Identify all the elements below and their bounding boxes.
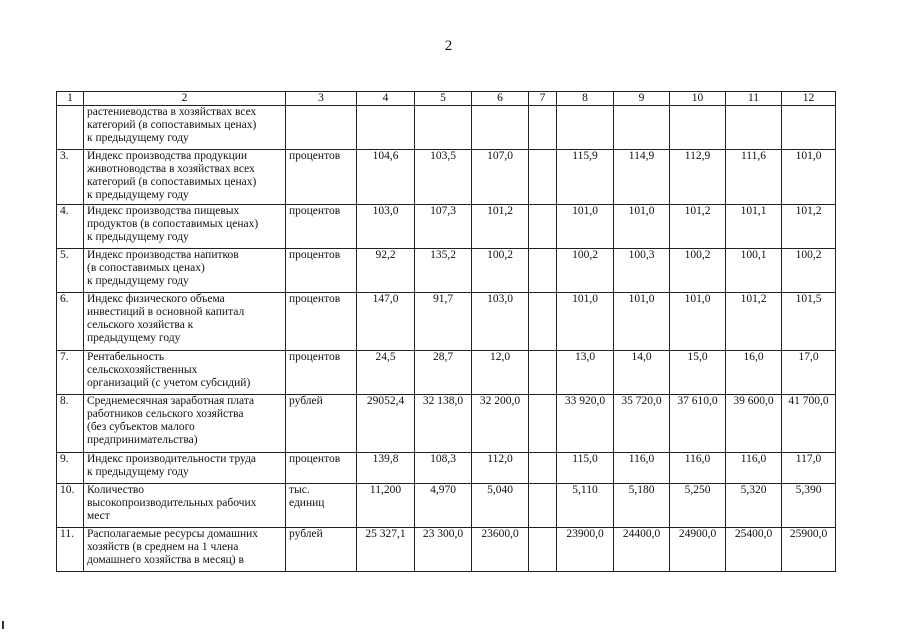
- value-cell: 17,0: [782, 351, 836, 395]
- value-cell: 135,2: [415, 249, 472, 293]
- indicator-name-line: предыдущему году: [87, 332, 181, 344]
- unit-cell: [286, 484, 357, 528]
- indicator-name-line: предпринимательства): [87, 434, 198, 446]
- indicator-name-line: категорий (в сопоставимых ценах): [87, 176, 257, 188]
- row-index-cell: 8.: [57, 395, 84, 453]
- indicator-name-line: сельского хозяйства к: [87, 319, 194, 331]
- value-cell: 5,320: [726, 484, 782, 528]
- value-cell: 16,0: [726, 351, 782, 395]
- value-cell: 100,2: [782, 249, 836, 293]
- unit-line: процентов: [289, 205, 341, 217]
- indicator-name-line: к предыдущему году: [87, 189, 189, 201]
- indicator-name-line: Индекс производства пищевых: [87, 205, 240, 217]
- value-cell: 5,250: [670, 484, 726, 528]
- unit-line: тыс.: [289, 484, 310, 496]
- value-cell: 101,0: [670, 293, 726, 351]
- row-index-cell: [57, 106, 84, 150]
- indicator-name-line: сельскохозяйственных: [87, 364, 198, 376]
- value-cell: 100,3: [614, 249, 670, 293]
- value-cell: 101,2: [472, 205, 529, 249]
- value-cell: [529, 293, 557, 351]
- indicator-name-line: (без субъектов малого: [87, 421, 195, 433]
- value-cell: 11,200: [357, 484, 415, 528]
- value-cell: [529, 205, 557, 249]
- value-cell: 101,2: [782, 205, 836, 249]
- table-row: [57, 484, 836, 528]
- value-cell: 112,0: [472, 453, 529, 484]
- header-cell: 8: [557, 92, 614, 106]
- value-cell: 101,0: [557, 293, 614, 351]
- header-cell: 1: [57, 92, 84, 106]
- indicator-name-line: хозяйств (в среднем на 1 члена: [87, 541, 239, 553]
- value-cell: 25 327,1: [357, 528, 415, 572]
- table-row: [57, 205, 836, 249]
- unit-line: процентов: [289, 249, 341, 261]
- indicator-name-line: Индекс физического объема: [87, 293, 225, 305]
- indicator-name-line: животноводства в хозяйствах всех: [87, 163, 255, 175]
- value-cell: 104,6: [357, 150, 415, 205]
- value-cell: 24400,0: [614, 528, 670, 572]
- unit-cell: [286, 528, 357, 572]
- value-cell: 116,0: [670, 453, 726, 484]
- value-cell: 108,3: [415, 453, 472, 484]
- value-cell: [529, 528, 557, 572]
- indicator-name-line: работников сельского хозяйства: [87, 408, 244, 420]
- value-cell: 32 200,0: [472, 395, 529, 453]
- header-cell: 10: [670, 92, 726, 106]
- indicator-name-line: Индекс производства напитков: [87, 249, 239, 261]
- value-cell: 32 138,0: [415, 395, 472, 453]
- value-cell: 13,0: [557, 351, 614, 395]
- row-index-cell: 10.: [57, 484, 84, 528]
- indicator-name-line: Количество: [87, 484, 144, 496]
- value-cell: 25400,0: [726, 528, 782, 572]
- row-index-cell: 5.: [57, 249, 84, 293]
- value-cell: 24900,0: [670, 528, 726, 572]
- value-cell: 101,0: [557, 205, 614, 249]
- header-cell: 5: [415, 92, 472, 106]
- indicator-name-line: (в сопоставимых ценах): [87, 262, 205, 274]
- indicator-name-cell: [84, 453, 286, 484]
- value-cell: 33 920,0: [557, 395, 614, 453]
- indicator-name-line: высокопроизводительных рабочих: [87, 497, 257, 509]
- value-cell: 114,9: [614, 150, 670, 205]
- scan-edge-mark: [2, 621, 4, 629]
- indicator-name-line: Индекс производительности труда: [87, 453, 257, 465]
- table-row: [57, 293, 836, 351]
- unit-cell: [286, 205, 357, 249]
- indicator-name-cell: [84, 205, 286, 249]
- value-cell: [529, 106, 557, 150]
- indicator-name-cell: [84, 249, 286, 293]
- unit-cell: [286, 106, 357, 150]
- row-index-cell: 3.: [57, 150, 84, 205]
- unit-cell: [286, 395, 357, 453]
- value-cell: [415, 106, 472, 150]
- value-cell: [614, 106, 670, 150]
- page-number: 2: [444, 38, 453, 54]
- value-cell: 5,180: [614, 484, 670, 528]
- header-cell: 3: [286, 92, 357, 106]
- row-index-cell: 9.: [57, 453, 84, 484]
- indicator-name-cell: [84, 351, 286, 395]
- unit-line: процентов: [289, 351, 341, 363]
- value-cell: 103,0: [357, 205, 415, 249]
- value-cell: 101,0: [614, 293, 670, 351]
- value-cell: 92,2: [357, 249, 415, 293]
- value-cell: 101,2: [670, 205, 726, 249]
- value-cell: 23600,0: [472, 528, 529, 572]
- indicator-name-cell: [84, 395, 286, 453]
- value-cell: 23 300,0: [415, 528, 472, 572]
- indicator-name-line: Рентабельность: [87, 351, 165, 363]
- value-cell: [529, 249, 557, 293]
- value-cell: 116,0: [726, 453, 782, 484]
- indicator-name-line: мест: [87, 510, 110, 522]
- unit-cell: [286, 351, 357, 395]
- value-cell: 100,2: [557, 249, 614, 293]
- row-index-cell: 11.: [57, 528, 84, 572]
- header-cell: 9: [614, 92, 670, 106]
- value-cell: [726, 106, 782, 150]
- value-cell: 5,390: [782, 484, 836, 528]
- indicators-table: [56, 91, 836, 572]
- indicator-name-cell: [84, 106, 286, 150]
- table-row: [57, 528, 836, 572]
- indicator-name-line: организаций (с учетом субсидий): [87, 377, 251, 389]
- value-cell: [529, 484, 557, 528]
- unit-cell: [286, 249, 357, 293]
- unit-line: процентов: [289, 453, 341, 465]
- value-cell: 101,2: [726, 293, 782, 351]
- table-row: [57, 150, 836, 205]
- table-body: [57, 92, 836, 572]
- value-cell: 101,5: [782, 293, 836, 351]
- value-cell: 117,0: [782, 453, 836, 484]
- value-cell: 23900,0: [557, 528, 614, 572]
- table-row: [57, 395, 836, 453]
- value-cell: 35 720,0: [614, 395, 670, 453]
- indicator-name-cell: [84, 528, 286, 572]
- value-cell: 116,0: [614, 453, 670, 484]
- value-cell: 14,0: [614, 351, 670, 395]
- unit-cell: [286, 150, 357, 205]
- header-cell: 12: [782, 92, 836, 106]
- indicator-name-line: продуктов (в сопоставимых ценах): [87, 218, 259, 230]
- unit-cell: [286, 453, 357, 484]
- unit-cell: [286, 293, 357, 351]
- value-cell: 107,0: [472, 150, 529, 205]
- indicator-name-line: инвестиций в основной капитал: [87, 306, 245, 318]
- value-cell: [357, 106, 415, 150]
- indicator-name-line: Среднемесячная заработная плата: [87, 395, 255, 407]
- unit-line: процентов: [289, 150, 341, 162]
- value-cell: 37 610,0: [670, 395, 726, 453]
- indicator-name-line: к предыдущему году: [87, 466, 189, 478]
- table-row: [57, 453, 836, 484]
- value-cell: 115,0: [557, 453, 614, 484]
- header-cell: 11: [726, 92, 782, 106]
- value-cell: 28,7: [415, 351, 472, 395]
- value-cell: 147,0: [357, 293, 415, 351]
- value-cell: 100,1: [726, 249, 782, 293]
- value-cell: 139,8: [357, 453, 415, 484]
- value-cell: 5,040: [472, 484, 529, 528]
- row-index-cell: 4.: [57, 205, 84, 249]
- indicator-name-line: категорий (в сопоставимых ценах): [87, 119, 257, 131]
- unit-line: единиц: [289, 497, 325, 509]
- value-cell: [670, 106, 726, 150]
- row-index-cell: 7.: [57, 351, 84, 395]
- indicator-name-line: к предыдущему году: [87, 231, 189, 243]
- value-cell: 29052,4: [357, 395, 415, 453]
- value-cell: 101,0: [614, 205, 670, 249]
- indicator-name-line: домашнего хозяйства в месяц) в: [87, 554, 244, 566]
- row-index-cell: 6.: [57, 293, 84, 351]
- indicator-name-line: к предыдущему году: [87, 275, 189, 287]
- indicator-name-line: Располагаемые ресурсы домашних: [87, 528, 259, 540]
- value-cell: 41 700,0: [782, 395, 836, 453]
- header-cell: 6: [472, 92, 529, 106]
- value-cell: 24,5: [357, 351, 415, 395]
- indicator-name-cell: [84, 484, 286, 528]
- value-cell: 15,0: [670, 351, 726, 395]
- value-cell: [529, 453, 557, 484]
- value-cell: 5,110: [557, 484, 614, 528]
- value-cell: 101,0: [782, 150, 836, 205]
- value-cell: 25900,0: [782, 528, 836, 572]
- value-cell: [557, 106, 614, 150]
- value-cell: 115,9: [557, 150, 614, 205]
- unit-line: рублей: [289, 528, 323, 540]
- indicator-name-line: растениеводства в хозяйствах всех: [87, 106, 257, 118]
- value-cell: [782, 106, 836, 150]
- table-row: [57, 351, 836, 395]
- value-cell: 103,5: [415, 150, 472, 205]
- value-cell: 91,7: [415, 293, 472, 351]
- header-cell: 7: [529, 92, 557, 106]
- value-cell: [529, 351, 557, 395]
- value-cell: 107,3: [415, 205, 472, 249]
- indicator-name-line: Индекс производства продукции: [87, 150, 248, 162]
- header-cell: 4: [357, 92, 415, 106]
- unit-line: рублей: [289, 395, 323, 407]
- indicator-name-cell: [84, 150, 286, 205]
- value-cell: [529, 150, 557, 205]
- value-cell: 100,2: [670, 249, 726, 293]
- value-cell: 39 600,0: [726, 395, 782, 453]
- value-cell: 111,6: [726, 150, 782, 205]
- value-cell: 112,9: [670, 150, 726, 205]
- value-cell: 101,1: [726, 205, 782, 249]
- indicator-name-line: к предыдущему году: [87, 132, 189, 144]
- value-cell: 103,0: [472, 293, 529, 351]
- header-cell: 2: [84, 92, 286, 106]
- table-row: [57, 249, 836, 293]
- value-cell: [529, 395, 557, 453]
- value-cell: 12,0: [472, 351, 529, 395]
- indicator-name-cell: [84, 293, 286, 351]
- header-row: [57, 92, 836, 106]
- value-cell: [472, 106, 529, 150]
- value-cell: 100,2: [472, 249, 529, 293]
- unit-line: процентов: [289, 293, 341, 305]
- table-row: [57, 106, 836, 150]
- value-cell: 4,970: [415, 484, 472, 528]
